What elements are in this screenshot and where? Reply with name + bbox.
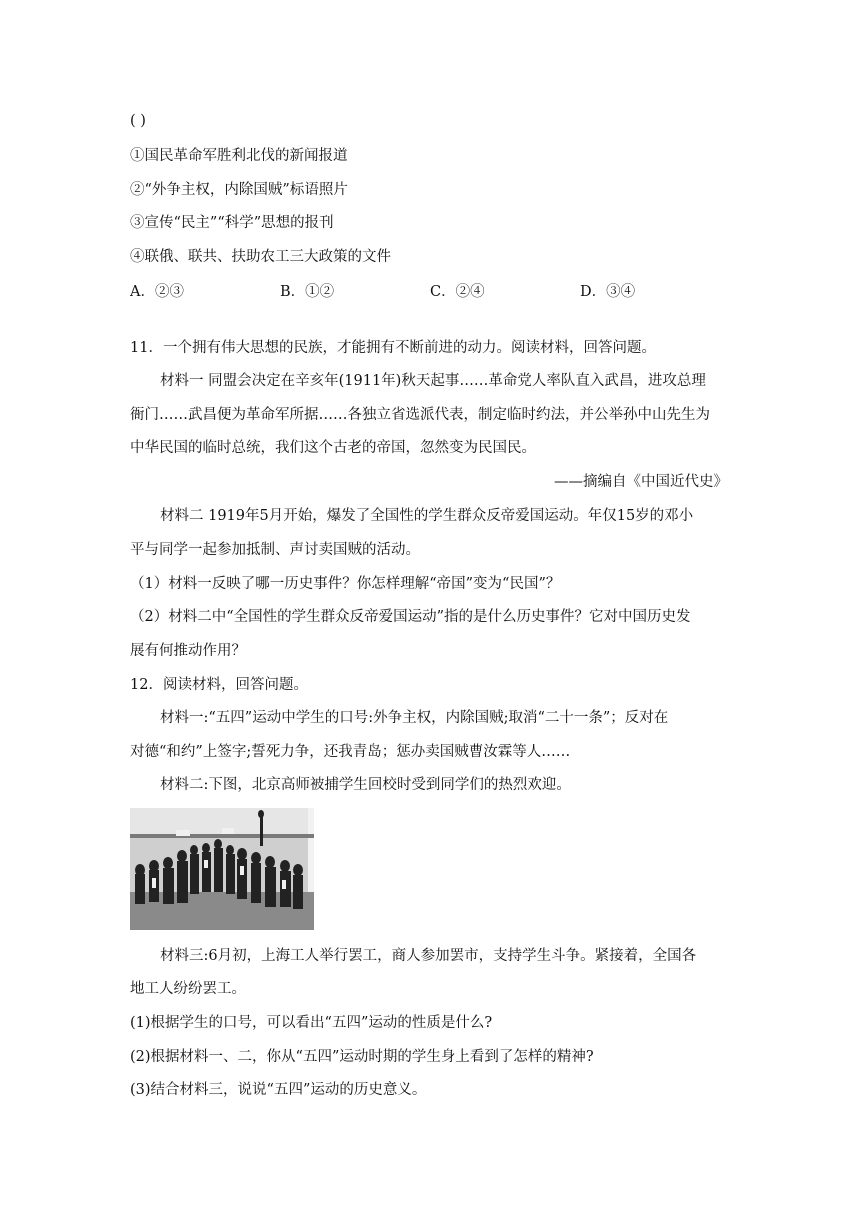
- q12-material-2: 材料二:下图，北京高师被捕学生回校时受到同学们的热烈欢迎。: [160, 777, 571, 793]
- q12-material-1-line: 对德“和约”上签字;誓死力争，还我青岛；惩办卖国贼曹汝霖等人……: [130, 744, 571, 760]
- question-10-bracket: ( ): [130, 113, 146, 129]
- q10-item-1: ①国民革命军胜利北伐的新闻报道: [130, 148, 348, 164]
- q12-question-3: (3)结合材料三，说说“五四”运动的历史意义。: [130, 1082, 427, 1098]
- q10-option-a: A．②③: [130, 284, 184, 300]
- q12-material-3-line: 材料三:6月初，上海工人举行罢工，商人参加罢市，支持学生斗争。紧接着，全国各: [160, 948, 697, 964]
- q12-question-1: (1)根据学生的口号，可以看出“五四”运动的性质是什么?: [130, 1015, 493, 1031]
- q11-material-1-line: 衙门……武昌便为革命军所据……各独立省选派代表，制定临时约法，并公举孙中山先生为: [130, 407, 710, 423]
- q10-option-d: D．③④: [580, 284, 636, 300]
- q11-question-1: （1）材料一反映了哪一历史事件？你怎样理解“帝国”变为“民国”？: [130, 576, 561, 592]
- q11-material-2-line: 材料二 1919年5月开始，爆发了全国性的学生群众反帝爱国运动。年仅15岁的邓小: [160, 508, 694, 524]
- q10-option-c: C．②④: [430, 284, 485, 300]
- q11-stem: 11．一个拥有伟大思想的民族，才能拥有不断前进的动力。阅读材料，回答问题。: [130, 340, 656, 356]
- q12-question-2: (2)根据材料一、二，你从“五四”运动时期的学生身上看到了怎样的精神?: [130, 1049, 594, 1065]
- q11-material-1-line: 中华民国的临时总统，我们这个古老的帝国，忽然变为民国民。: [130, 440, 536, 456]
- q12-material-1-line: 材料一:“五四”运动中学生的口号:外争主权，内除国贼;取消“二十一条”；反对在: [160, 710, 669, 726]
- q10-item-3: ③宣传“民主”“科学”思想的报刊: [130, 215, 334, 231]
- students-welcome-photo: [130, 808, 314, 930]
- q10-item-2: ②“外争主权，内除国贼”标语照片: [130, 182, 348, 198]
- q11-material-1-line: 材料一 同盟会决定在辛亥年(1911年)秋天起事……革命党人率队直入武昌，进攻总理: [160, 373, 706, 389]
- q11-question-2-cont: 展有何推动作用？: [130, 643, 246, 659]
- q10-option-b: B．①②: [280, 284, 335, 300]
- q11-material-2-line: 平与同学一起参加抵制、声讨卖国贼的活动。: [130, 542, 420, 558]
- q12-stem: 12．阅读材料，回答问题。: [130, 677, 308, 693]
- q11-question-2: （2）材料二中“全国性的学生群众反帝爱国运动”指的是什么历史事件？它对中国历史发: [130, 609, 691, 625]
- q12-material-3-line: 地工人纷纷罢工。: [130, 981, 246, 997]
- q11-material-1-source: ——摘编自《中国近代史》: [554, 474, 728, 490]
- q10-item-4: ④联俄、联共、扶助农工三大政策的文件: [130, 249, 391, 265]
